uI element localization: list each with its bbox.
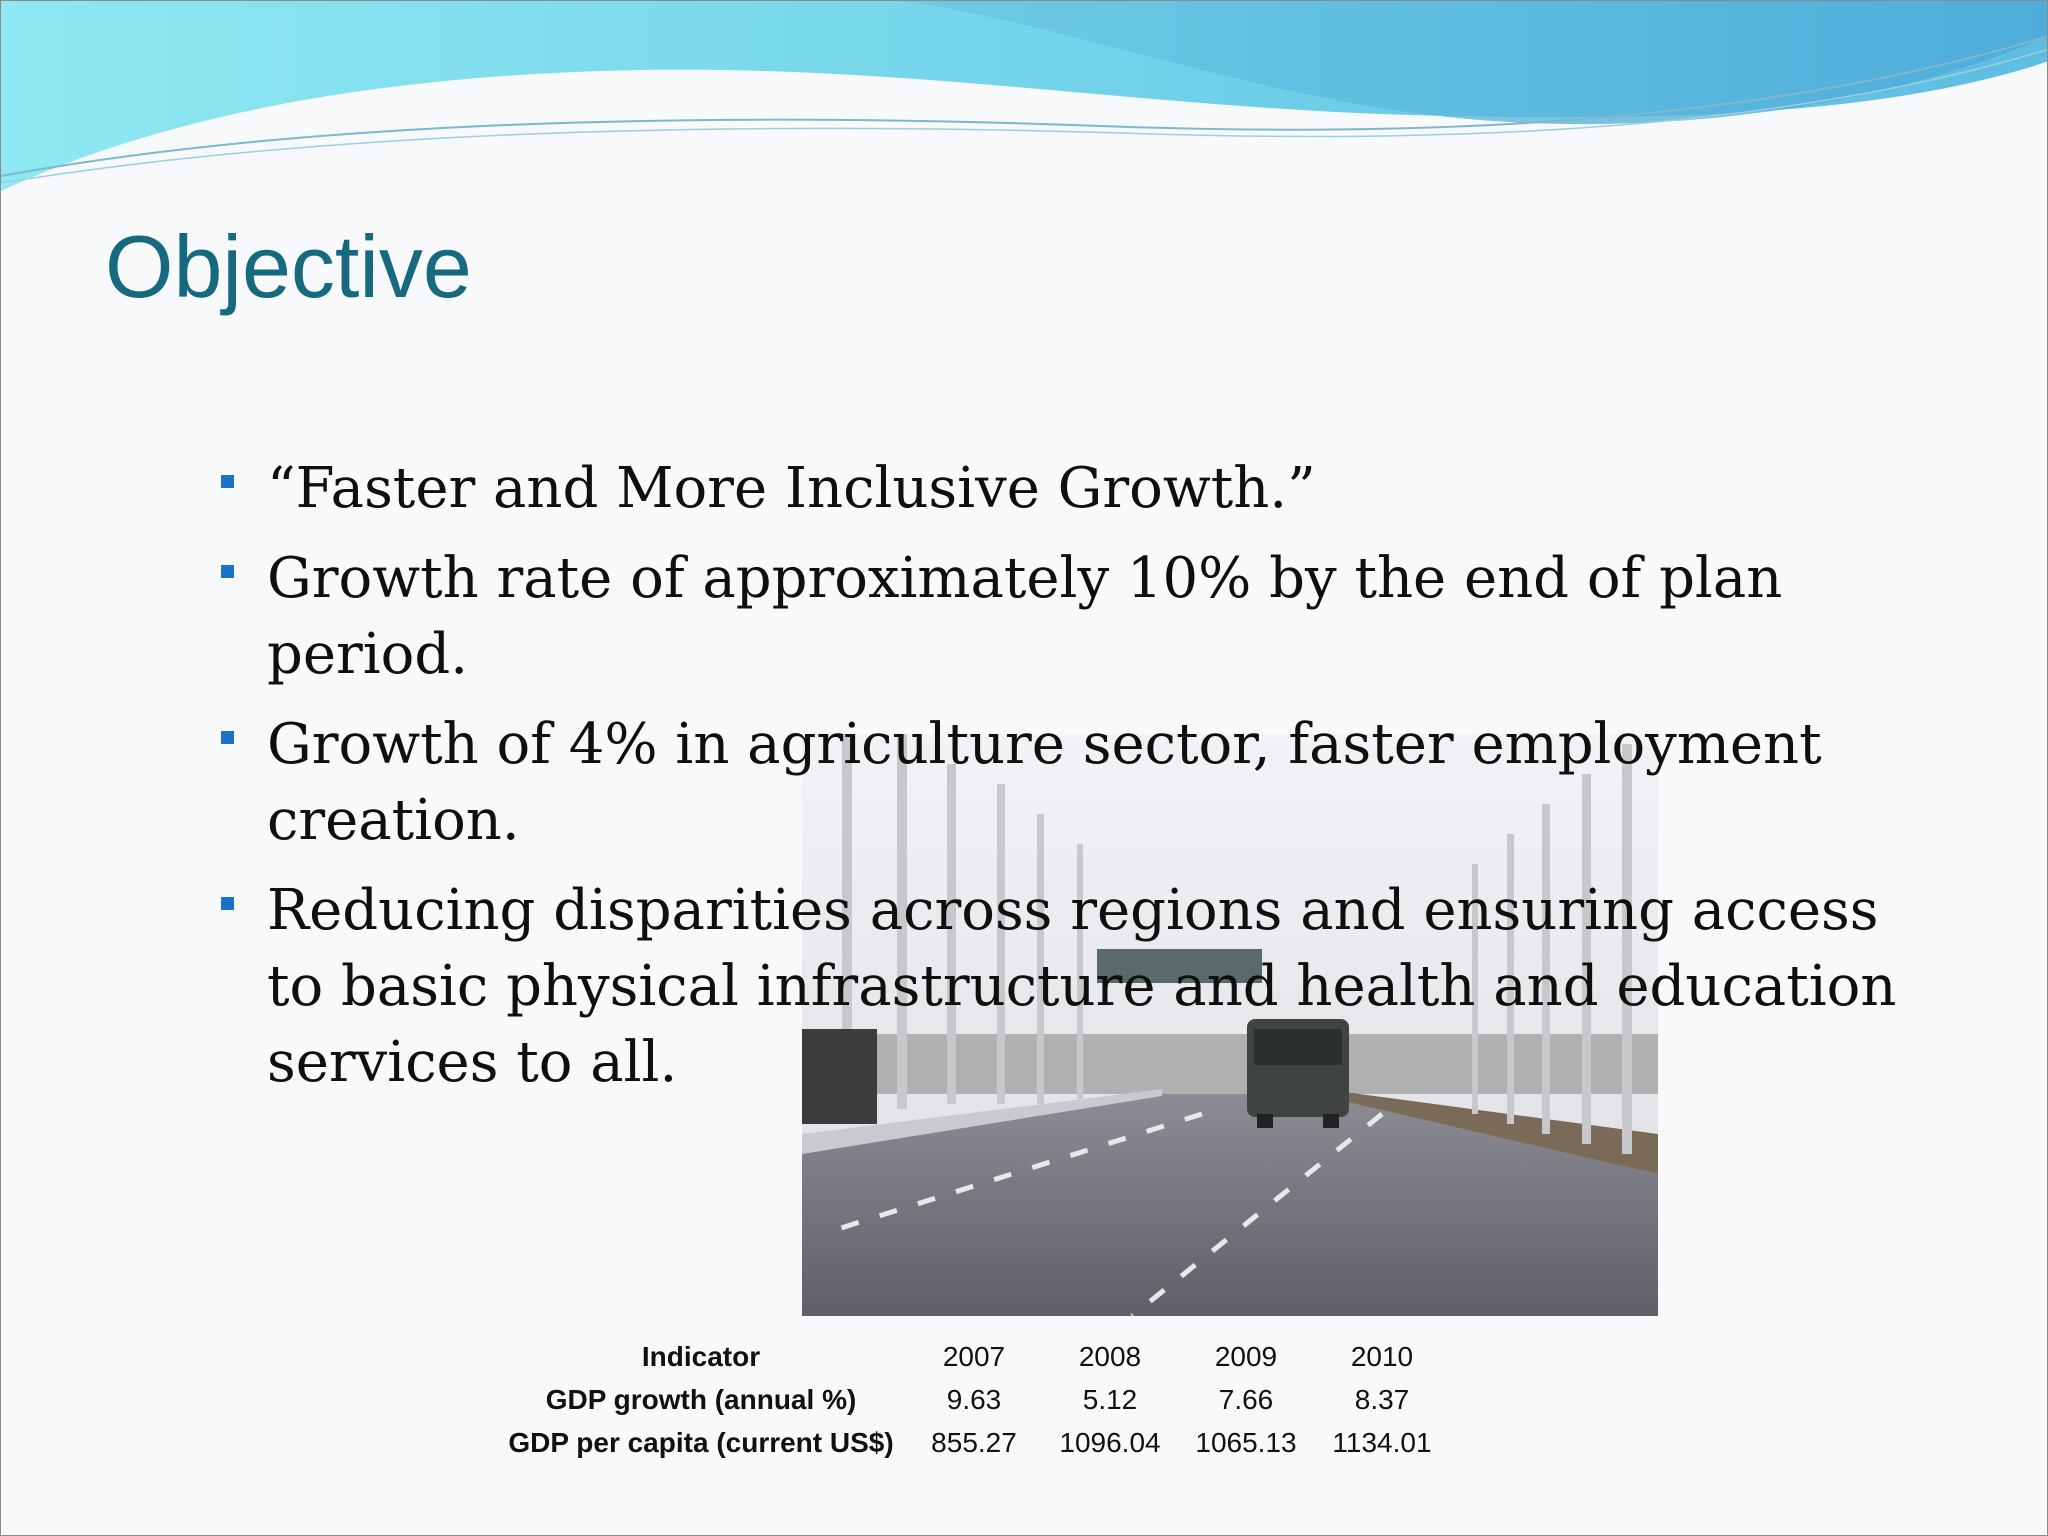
- square-bullet-icon: [221, 565, 234, 578]
- table-row: [496, 1421, 1450, 1464]
- square-bullet-icon: [221, 475, 234, 488]
- table-header-cell: Indicator: [641, 1340, 761, 1372]
- table-cell: 9.63: [946, 1383, 1002, 1415]
- bullet-item: [211, 541, 1951, 693]
- table-cell: GDP per capita (current US$): [508, 1426, 894, 1458]
- bullet-text: “Faster and More Inclusive Growth.”: [267, 456, 1316, 521]
- table-cell: 1096.04: [1059, 1426, 1161, 1458]
- table-cell: 1065.13: [1195, 1426, 1297, 1458]
- table-cell: 8.37: [1354, 1383, 1410, 1415]
- table-cell: 1134.01: [1332, 1426, 1432, 1458]
- bullet-list: [211, 451, 1951, 1115]
- bullet-text: Growth rate of approximately 10% by the end of plan period.: [267, 546, 1783, 687]
- header-wave-decoration: [1, 1, 2048, 241]
- table-header-cell: 2008: [1078, 1340, 1142, 1372]
- table-cell: GDP growth (annual %): [545, 1383, 857, 1415]
- table-cell: 855.27: [931, 1426, 1017, 1458]
- bullet-item: [211, 873, 1951, 1101]
- bullet-item: [211, 707, 1951, 859]
- table-header-cell: 2010: [1350, 1340, 1414, 1372]
- table-row: [496, 1378, 1450, 1421]
- bullet-text: Reducing disparities across regions and ensuring access to basic physical infrastructure and health and education services to all.: [267, 878, 1897, 1095]
- bullet-text: Growth of 4% in agriculture sector, faster employment creation.: [267, 712, 1822, 853]
- table-cell: 5.12: [1082, 1383, 1138, 1415]
- indicator-table: [496, 1335, 1450, 1464]
- table-header-cell: 2009: [1214, 1340, 1278, 1372]
- slide-title: Objective: [105, 217, 472, 316]
- square-bullet-icon: [221, 897, 234, 910]
- square-bullet-icon: [221, 731, 234, 744]
- table-header-cell: 2007: [942, 1340, 1006, 1372]
- table-cell: 7.66: [1218, 1383, 1274, 1415]
- table-header-row: [496, 1335, 1450, 1378]
- bullet-item: [211, 451, 1951, 527]
